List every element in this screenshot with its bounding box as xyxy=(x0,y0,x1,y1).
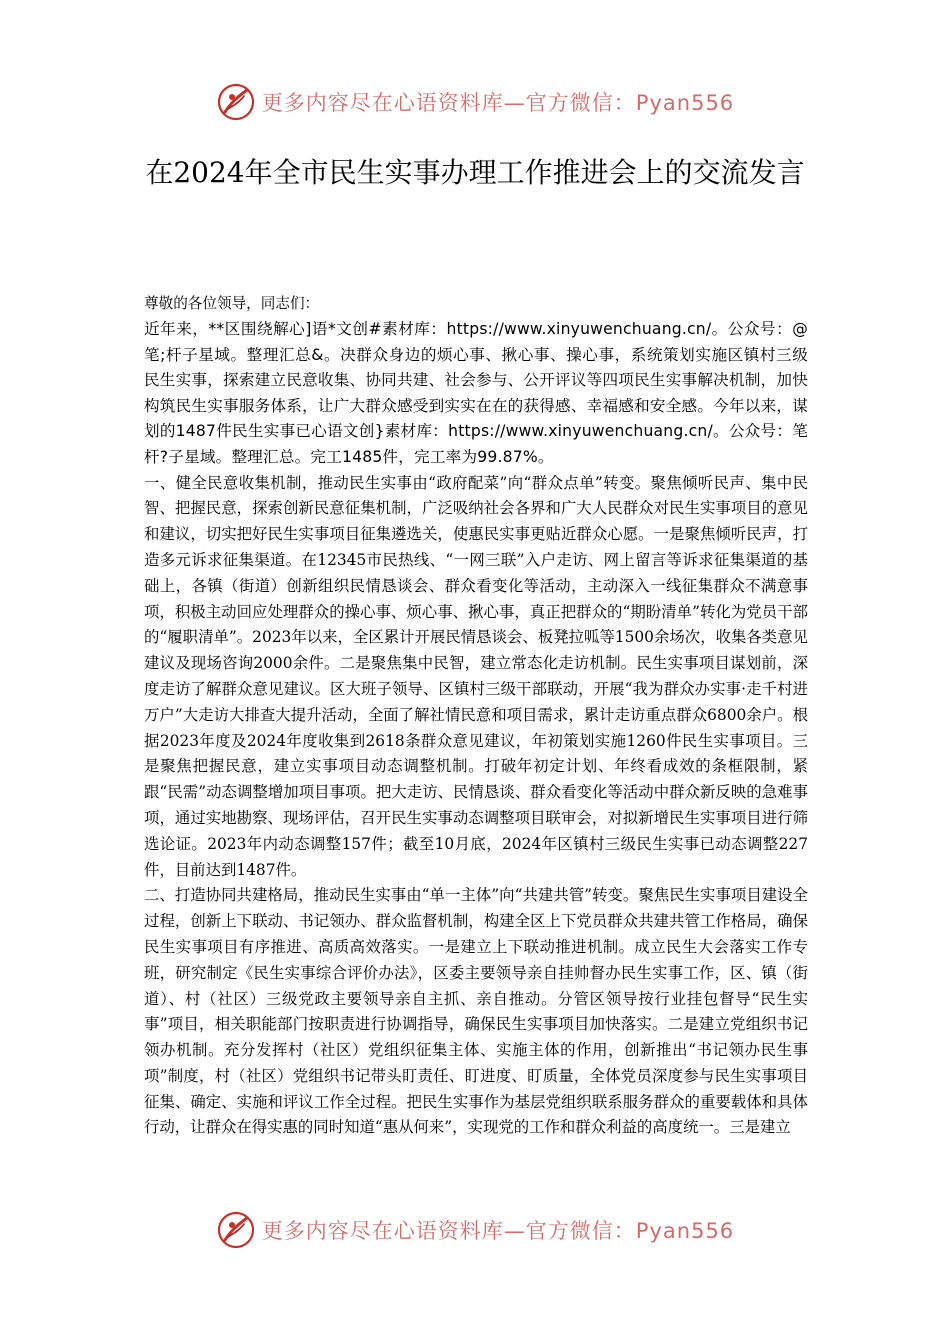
pen-logo-icon xyxy=(216,82,256,122)
banner-text: 更多内容尽在心语资料库—官方微信：Pyan556 xyxy=(261,1219,735,1243)
document-title: 在2024年全市民生实事办理工作推进会上的交流发言 xyxy=(145,156,805,189)
document-body xyxy=(144,291,808,1141)
banner-text: 更多内容尽在心语资料库—官方微信：Pyan556 xyxy=(261,91,735,115)
greeting: 尊敬的各位领导，同志们： xyxy=(144,295,320,312)
header-banner xyxy=(0,80,950,124)
footer-banner xyxy=(0,1208,950,1252)
pen-logo-icon xyxy=(216,1210,256,1250)
intro-paragraph: 近年来，**区围绕解心]语*文创#素材库：https://www.xinyuwenchuang.cn/。公众号：@笔;杆子星域。整理汇总&。决群众身边的烦心事、揪心事、操心事，系统策划实施区镇村三级民生实事，探索建立民意收集、协同共建、社会参与、公开评议等四项民生实事解决机制，加快构筑民生实事服务体系，让广大群众感受到实实在在的获得感、幸福感和安全感。今年以来，谋划的1487件民生实事已心语文创}素材库：https://www.xinyuwenchuang.cn/。公众号：笔杆?子星域。整理汇总。完工1485件，完工率为99.87%。 xyxy=(144,320,808,466)
section-one-paragraph: 一、健全民意收集机制，推动民生实事由“政府配菜”向“群众点单”转变。聚焦倾听民声、集中民智、把握民意，探索创新民意征集机制，广泛吸纳社会各界和广大人民群众对民生实事项目的意见和建议，切实把好民生实事项目征集遴选关，使惠民实事更贴近群众心愿。一是聚焦倾听民声，打造多元诉求征集渠道。在12345市民热线、“一网三联”入户走访、网上留言等诉求征集渠道的基础上，各镇（街道）创新组织民情恳谈会、群众看变化等活动，主动深入一线征集群众不满意事项，积极主动回应处理群众的操心事、烦心事、揪心事，真正把群众的“期盼清单”转化为党员干部的“履职清单”。2023年以来，全区累计开展民情恳谈会、板凳拉呱等1500余场次，收集各类意见建议及现场咨询2000余件。二是聚焦集中民智，建立常态化走访机制。民生实事项目谋划前，深度走访了解群众意见建议。区大班子领导、区镇村三级干部联动，开展“我为群众办实事·走千村进万户”大走访大排查大提升活动，全面了解社情民意和项目需求，累计走访重点群众6800余户。根据2023年度及2024年度收集到2618条群众意见建议，年初策划实施1260件民生实事项目。三是聚焦把握民意，建立实事项目动态调整机制。打破年初定计划、年终看成效的条框限制，紧跟“民需”动态调整增加项目事项。把大走访、民情恳谈、群众看变化等活动中群众新反映的急难事项，通过实地勘察、现场评估，召开民生实事动态调整项目联审会，对拟新增民生实事项目进行筛选论证。2023年内动态调整157件；截至10月底，2024年区镇村三级民生实事已动态调整227件，目前达到1487件。 xyxy=(144,473,808,879)
section-two-paragraph: 二、打造协同共建格局，推动民生实事由“单一主体”向“共建共管”转变。聚焦民生实事项目建设全过程，创新上下联动、书记领办、群众监督机制，构建全区上下党员群众共建共管工作格局，确保民生实事项目有序推进、高质高效落实。一是建立上下联动推进机制。成立民生大会落实工作专班，研究制定《民生实事综合评价办法》，区委主要领导亲自挂帅督办民生实事工作，区、镇（街道）、村（社区）三级党政主要领导亲自主抓、亲自推动。分管区领导按行业挂包督导“民生实事”项目，相关职能部门按职责进行协调指导，确保民生实事项目加快落实。二是建立党组织书记领办机制。充分发挥村（社区）党组织征集主体、实施主体的作用，创新推出“书记领办民生事项”制度，村（社区）党组织书记带头盯责任、盯进度、盯质量，全体党员深度参与民生实事项目征集、确定、实施和评议工作全过程。把民生实事作为基层党组织联系服务群众的重要载体和具体行动，让群众在得实惠的同时知道“惠从何来”，实现党的工作和群众利益的高度统一。三是建立 xyxy=(144,886,808,1137)
